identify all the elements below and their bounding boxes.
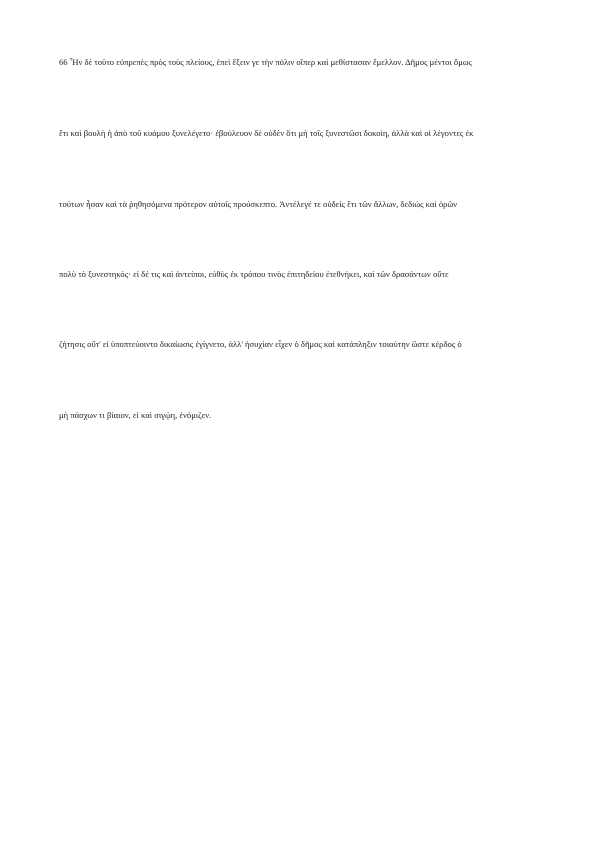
text-line: ἔτι καὶ βουλὴ ἡ ἀπὸ τοῦ κυάμου ξυνελέγετο· ἐβούλευον δὲ οὐδὲν ὅτι μὴ τοῖς ξυνεστῶσι δοκοίη, ἀλλὰ καὶ οἱ λέγοντες ἐκ [59,128,474,138]
text-line: τούτων ἦσαν καὶ τὰ ῥηθησόμενα πρότερον αὐτοῖς προύσκεπτο. Ἀντέλεγέ τε οὐδεὶς ἔτι τῶν ἄλλων, δεδιὼς καὶ ὁρῶν [59,199,458,209]
text-line: πολὺ τὸ ξυνεστηκός· εἰ δέ τις καὶ ἀντείποι, εὐθὺς ἐκ τρόπου τινὸς ἐπιτηδείου ἐτεθνήκει, καὶ τῶν δρασάντων οὔτε [59,269,449,279]
text-line: μὴ πάσχων τι βίαιον, εἰ καὶ σιγῴη, ἐνόμιζεν. [59,410,212,420]
text-line: ζήτησις οὔτ' εἰ ὑποπτεύοιντο δικαίωσις ἐγίγνετο, ἀλλ' ἡσυχίαν εἶχεν ὁ δῆμος καὶ κατάπληξιν τοιαύτην ὥστε κέρδος ὁ [59,339,462,349]
text-line: 66 Ἦν δὲ τοῦτο εὐπρεπὲς πρὸς τοὺς πλείους, ἐπεὶ ἕξειν γε τὴν πόλιν οἵπερ καὶ μεθίστασαν ἔμελλον. Δῆμος μέντοι ὅμως [59,57,472,67]
